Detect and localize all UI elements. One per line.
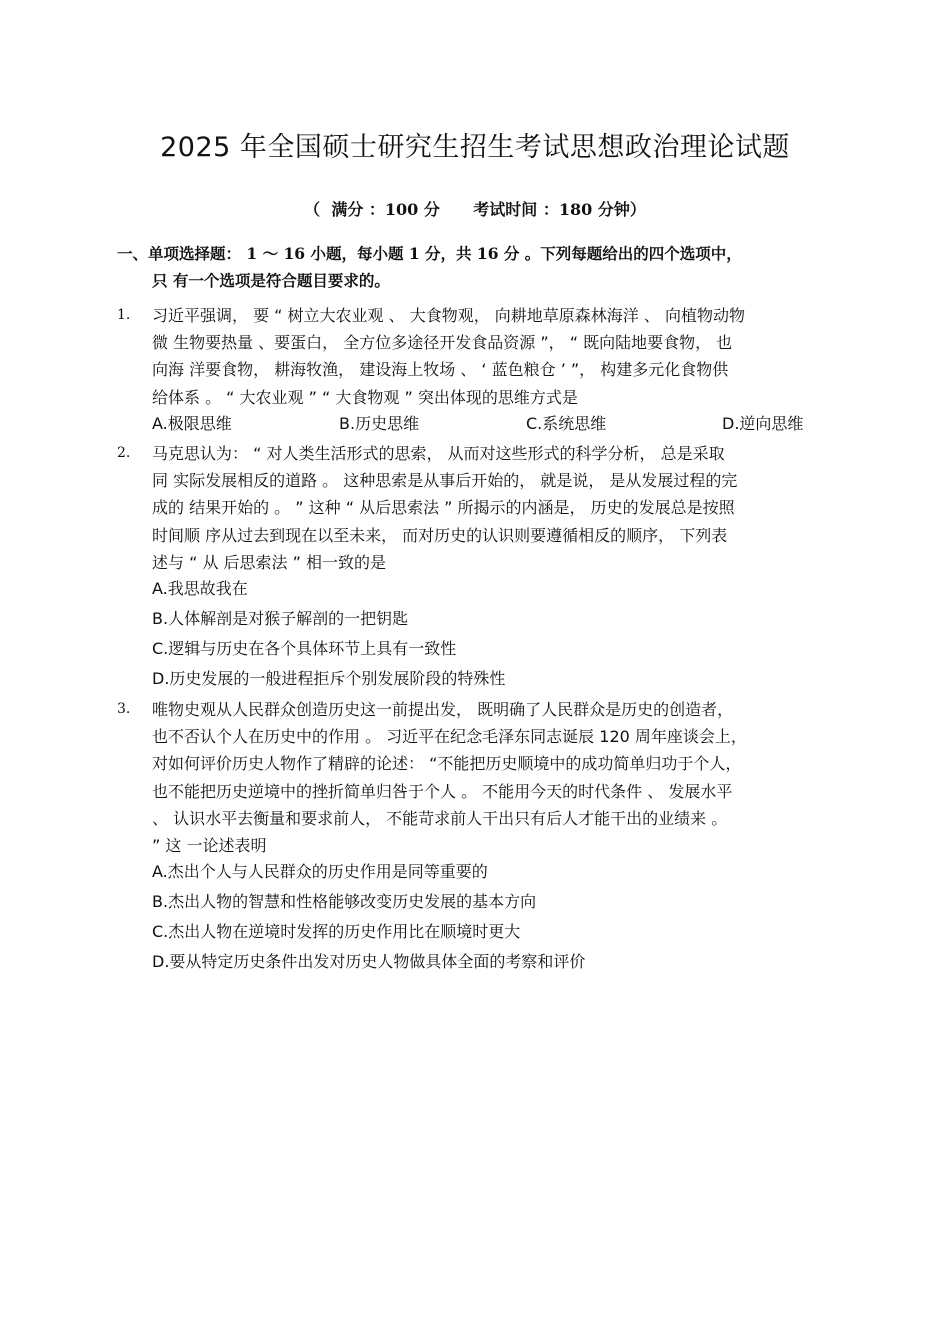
- option-b: B.历史思维: [339, 414, 420, 433]
- stem-line: 成的 结果开始的 。 ” 这种 “ 从后思索法 ” 所揭示的内涵是， 历史的发展总是按照: [152, 498, 735, 518]
- stem-line: 向海 洋要食物， 耕海牧渔， 建设海上牧场 、 ‘ 蓝色粮仓 ’ ”， 构建多元化食物供: [152, 360, 729, 380]
- stem-line: 唯物史观从人民群众创造历史这一前提出发， 既明确了人民群众是历史的创造者，: [152, 700, 734, 719]
- option-c: C.逻辑与历史在各个具体环节上具有一致性: [152, 639, 457, 658]
- option-d: D.要从特定历史条件出发对历史人物做具体全面的考察和评价: [152, 952, 586, 971]
- option-b: B.杰出人物的智慧和性格能够改变历史发展的基本方向: [152, 892, 537, 911]
- option-d: D.历史发展的一般进程拒斥个别发展阶段的特殊性: [152, 669, 506, 688]
- stem-line: 也不否认个人在历史中的作用 。 习近平在纪念毛泽东同志诞辰 120 周年座谈会上，: [152, 727, 747, 747]
- stem-line: 对如何评价历史人物作了精辟的论述： “不能把历史顺境中的成功简单归功于个人，: [152, 754, 742, 774]
- stem-line: 同 实际发展相反的道路 。 这种思索是从事后开始的， 就是说， 是从发展过程的完: [152, 471, 738, 491]
- stem-line: 习近平强调， 要 “ 树立大农业观 、 大食物观， 向耕地草原森林海洋 、 向植物动物: [152, 306, 745, 325]
- stem-line: 微 生物要热量 、要蛋白， 全方位多途径开发食品资源 ”， “ 既向陆地要食物， 也: [152, 333, 733, 353]
- question-stem: [152, 696, 852, 859]
- stem-line: 述与 “ 从 后思索法 ” 相一致的是: [152, 552, 387, 572]
- section-instruction-line-2: 只 有一个选项是符合题目要求的。: [152, 271, 390, 290]
- section-heading: [117, 240, 837, 294]
- option-c: C.杰出人物在逆境时发挥的历史作用比在顺境时更大: [152, 922, 521, 941]
- option-a: A.杰出个人与人民群众的历史作用是同等重要的: [152, 862, 488, 881]
- section-instruction-line-1: 一、单项选择题： 1 ～ 16 小题，每小题 1 分，共 16 分 。下列每题给出的四个选项中，: [117, 244, 742, 263]
- option-a: A.极限思维: [152, 414, 232, 433]
- exam-info: （ 满分 ：100 分 考试时间 ：180 分钟）: [304, 200, 646, 219]
- stem-line: 马克思认为： “ 对人类生活形式的思索， 从而对这些形式的科学分析， 总是采取: [152, 444, 725, 463]
- page-title: 2025 年全国硕士研究生招生考试思想政治理论试题: [160, 132, 790, 163]
- stem-line: ” 这 一论述表明: [152, 835, 267, 855]
- question-number: 2.: [117, 445, 131, 461]
- question-number: 1.: [117, 307, 131, 323]
- question-stem: [152, 302, 852, 411]
- question-number: 3.: [117, 701, 131, 717]
- option-b: B.人体解剖是对猴子解剖的一把钥匙: [152, 609, 409, 628]
- stem-line: 给体系 。 “ 大农业观 ” “ 大食物观 ” 突出体现的思维方式是: [152, 387, 578, 407]
- question-stem: [152, 440, 852, 576]
- option-a: A.我思故我在: [152, 579, 248, 598]
- stem-line: 、 认识水平去衡量和要求前人， 不能苛求前人干出只有后人才能干出的业绩来 。: [152, 808, 728, 828]
- stem-line: 时间顺 序从过去到现在以至未来， 而对历史的认识则要遵循相反的顺序， 下列表: [152, 525, 728, 545]
- stem-line: 也不能把历史逆境中的挫折简单归咎于个人 。 不能用今天的时代条件 、 发展水平: [152, 781, 733, 801]
- option-d: D.逆向思维: [722, 414, 804, 433]
- option-c: C.系统思维: [526, 414, 607, 433]
